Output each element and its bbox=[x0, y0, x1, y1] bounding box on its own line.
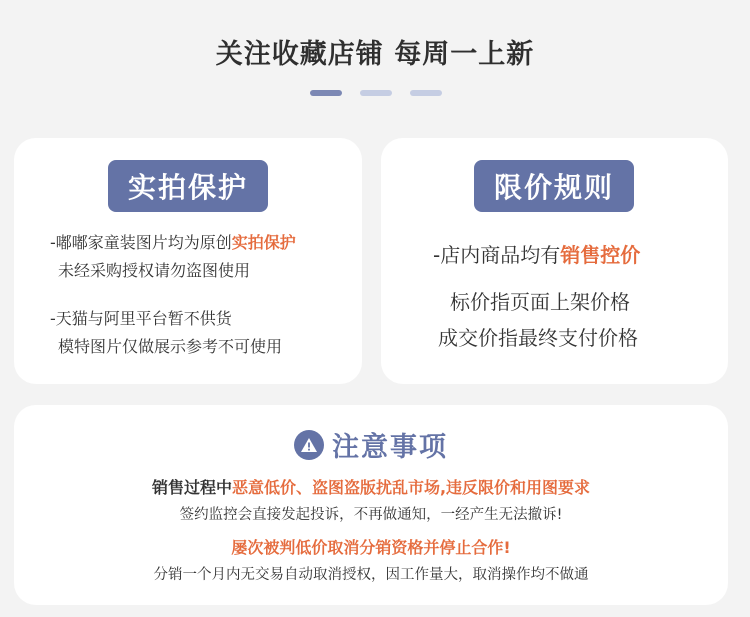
notice-line-3: 屡次被判低价取消分销资格并停止合作! bbox=[231, 538, 511, 557]
dot bbox=[360, 90, 392, 96]
warning-icon bbox=[294, 430, 324, 460]
pricing-card bbox=[381, 138, 728, 384]
notice-card bbox=[14, 405, 728, 605]
protection-card bbox=[14, 138, 362, 384]
notice-header bbox=[14, 425, 728, 464]
protection-line-1 bbox=[50, 230, 296, 253]
pricing-line-1-text: -店内商品均有 bbox=[433, 243, 561, 267]
notice-line-1 bbox=[14, 475, 728, 498]
notice-line-1-text: 销售过程中 bbox=[151, 478, 232, 497]
pricing-badge: 限价规则 bbox=[474, 160, 634, 212]
protection-badge: 实拍保护 bbox=[108, 160, 268, 212]
protection-line-3: -天猫与阿里平台暂不供货 bbox=[50, 309, 232, 328]
pricing-line-3: 成交价指最终支付价格 bbox=[438, 326, 638, 350]
protection-line-4: 模特图片仅做展示参考不可使用 bbox=[58, 337, 283, 356]
pricing-line-2: 标价指页面上架价格 bbox=[450, 290, 630, 314]
notice-title: 注意事项 bbox=[332, 432, 448, 463]
pricing-line-1 bbox=[433, 239, 640, 268]
notice-line-2: 签约监控会直接发起投诉，不再做通知，一经产生无法撤诉! bbox=[179, 507, 563, 523]
protection-highlight: 实拍保护 bbox=[231, 233, 296, 252]
protection-line-2: 未经采购授权请勿盗图使用 bbox=[58, 261, 251, 280]
dot bbox=[410, 90, 442, 96]
protection-line-1-text: -嘟嘟家童装图片均为原创 bbox=[50, 233, 232, 252]
notice-line-1-highlight: 恶意低价、盗图盗版扰乱市场,违反限价和用图要求 bbox=[231, 478, 591, 497]
notice-line-4: 分销一个月内无交易自动取消授权，因工作量大，取消操作均不做通 bbox=[153, 567, 589, 583]
pricing-highlight: 销售控价 bbox=[560, 243, 641, 267]
dot-active bbox=[310, 90, 342, 96]
page-title: 关注收藏店铺 每周一上新 bbox=[215, 39, 535, 70]
decorative-dots bbox=[0, 90, 750, 96]
